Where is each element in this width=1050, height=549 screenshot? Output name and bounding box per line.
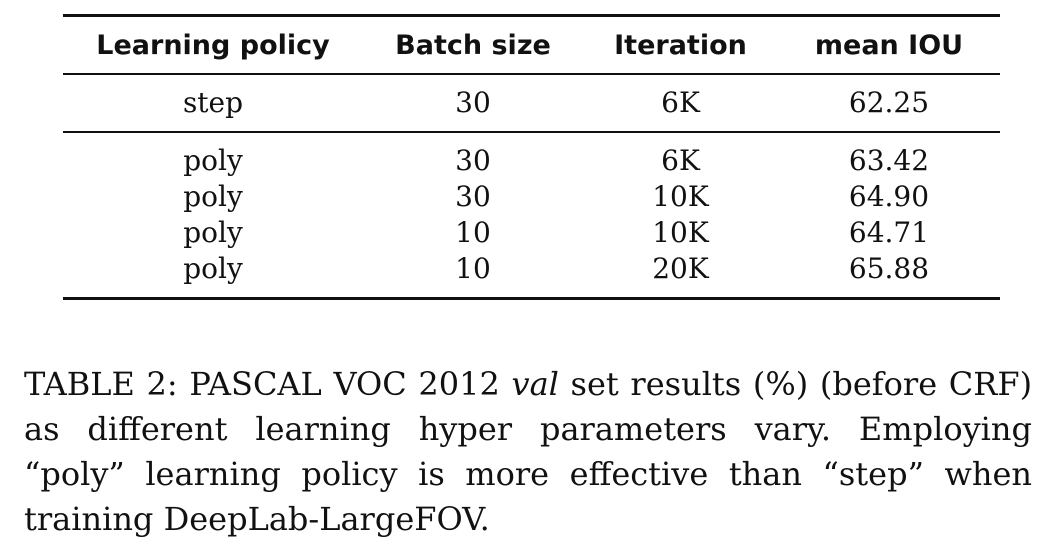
cell-mean-iou: 64.71	[848, 216, 930, 249]
cell-batch-size: 30	[455, 86, 491, 119]
table-caption	[24, 362, 1032, 542]
cell-batch-size: 10	[455, 252, 491, 285]
cell-policy: poly	[183, 144, 243, 177]
header-mean-iou: mean IOU	[814, 29, 964, 61]
cell-mean-iou: 63.42	[848, 144, 930, 177]
cell-policy: poly	[183, 252, 243, 285]
cell-iteration: 6K	[661, 144, 700, 177]
cell-mean-iou: 62.25	[848, 86, 930, 119]
table-row	[63, 74, 1000, 132]
header-batch-size: Batch size	[395, 29, 551, 61]
cell-policy: step	[182, 86, 244, 119]
cell-iteration: 10K	[652, 216, 709, 249]
cell-policy: poly	[183, 180, 243, 213]
cell-iteration: 20K	[652, 252, 709, 285]
cell-mean-iou: 65.88	[848, 252, 930, 285]
cell-batch-size: 10	[455, 216, 491, 249]
results-table	[63, 14, 1000, 300]
table-row	[63, 132, 1000, 179]
header-iteration: Iteration	[614, 29, 747, 61]
table-row	[63, 179, 1000, 215]
cell-batch-size: 30	[455, 144, 491, 177]
cell-iteration: 10K	[652, 180, 709, 213]
caption-split-italic: val	[511, 365, 559, 403]
caption-description: set results (%) (before CRF) as different learning hyper parameters vary. Employing “poly” learning policy is more effective than “step” when training DeepLab-LargeFOV.	[24, 365, 1033, 538]
cell-batch-size: 30	[455, 180, 491, 213]
cell-iteration: 6K	[661, 86, 700, 119]
table-header-row	[63, 16, 1000, 75]
results-table-container	[63, 14, 1000, 300]
caption-dataset: PASCAL VOC 2012	[189, 365, 500, 403]
cell-policy: poly	[183, 216, 243, 249]
header-learning-policy: Learning policy	[96, 29, 330, 61]
caption-label: TABLE 2:	[24, 365, 178, 403]
cell-mean-iou: 64.90	[848, 180, 930, 213]
table-row	[63, 251, 1000, 299]
table-row	[63, 215, 1000, 251]
